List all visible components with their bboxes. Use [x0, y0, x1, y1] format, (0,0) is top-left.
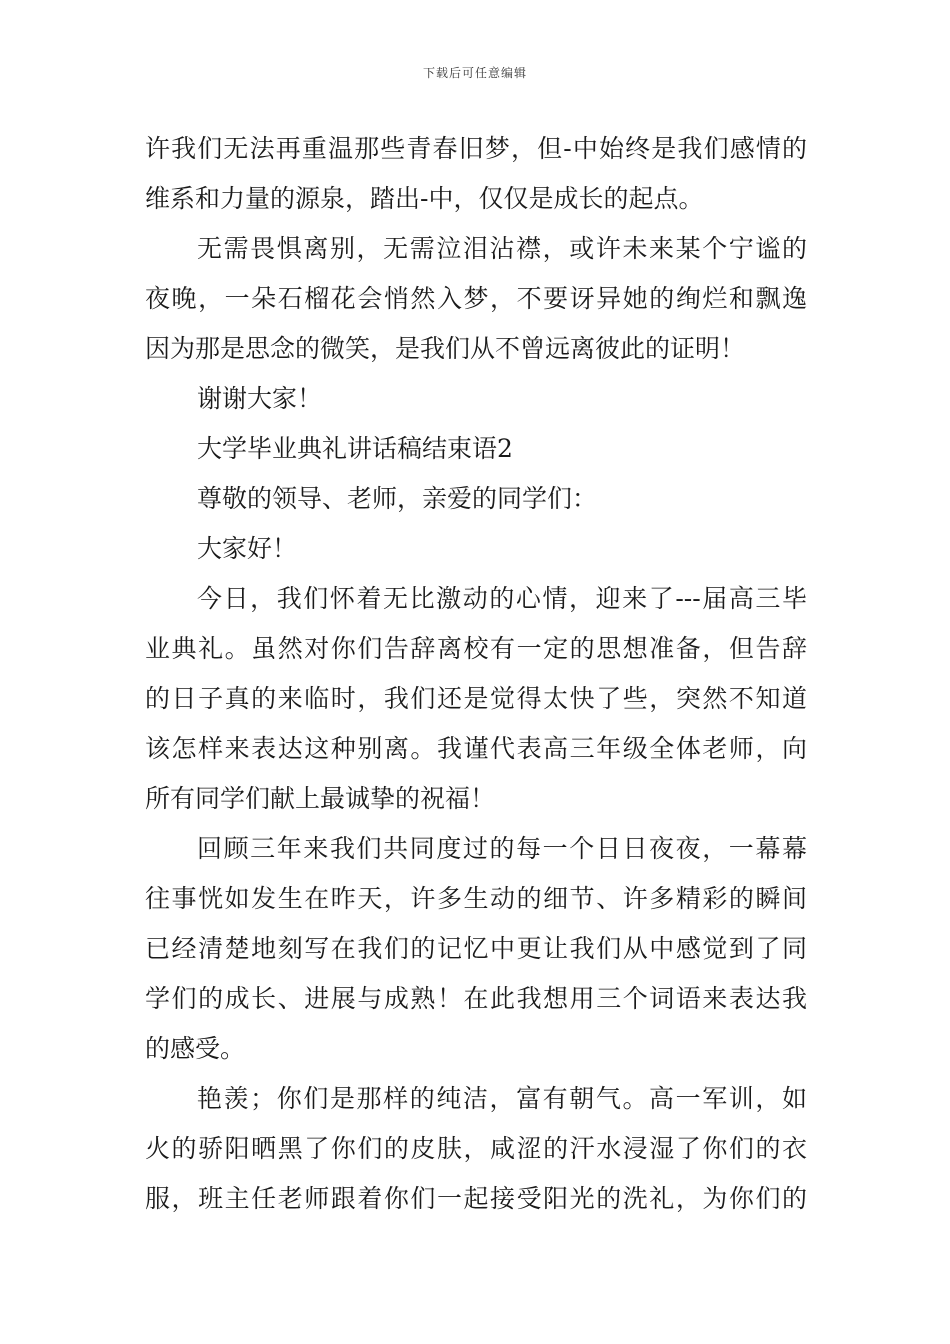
text-line: 维系和力量的源泉，踏出-中，仅仅是成长的起点。	[145, 184, 704, 213]
text-line: 火的骄阳晒黑了你们的皮肤，咸涩的汗水浸湿了你们的衣	[145, 1134, 807, 1163]
text-line: 业典礼。虽然对你们告辞离校有一定的思想准备，但告辞	[145, 634, 807, 663]
text-line: 艳羡；你们是那样的纯洁，富有朝气。高一军训，如	[197, 1084, 807, 1113]
text-line: 因为那是思念的微笑，是我们从不曾远离彼此的证明！	[145, 334, 746, 363]
text-line: 无需畏惧离别，无需泣泪沾襟，或许未来某个宁谧的	[197, 234, 807, 263]
page-header-note: 下载后可任意编辑	[422, 66, 527, 80]
text-line: 该怎样来表达这种别离。我谨代表高三年级全体老师，向	[145, 734, 807, 763]
text-line: 回顾三年来我们共同度过的每一个日日夜夜，一幕幕	[197, 834, 807, 863]
text-line: 的感受。	[145, 1034, 246, 1063]
text-line: 往事恍如发生在昨天，许多生动的细节、许多精彩的瞬间	[145, 884, 807, 913]
text-line: 大学毕业典礼讲话稿结束语2	[197, 434, 513, 463]
text-line: 夜晚，一朵石榴花会悄然入梦，不要讶异她的绚烂和飘逸	[145, 284, 807, 313]
text-line: 尊敬的领导、老师，亲爱的同学们：	[197, 484, 598, 513]
text-line: 已经清楚地刻写在我们的记忆中更让我们从中感觉到了同	[145, 934, 807, 963]
text-line: 的日子真的来临时，我们还是觉得太快了些，突然不知道	[145, 684, 807, 713]
text-line: 今日，我们怀着无比激动的心情，迎来了---届高三毕	[197, 584, 807, 613]
document-body	[145, 124, 807, 1224]
text-line: 许我们无法再重温那些青春旧梦，但-中始终是我们感情的	[145, 134, 807, 163]
text-line: 谢谢大家！	[197, 384, 323, 413]
text-line: 学们的成长、进展与成熟！在此我想用三个词语来表达我	[145, 984, 807, 1013]
text-line: 服，班主任老师跟着你们一起接受阳光的洗礼，为你们的	[145, 1184, 807, 1213]
text-line: 大家好！	[197, 534, 298, 563]
text-line: 所有同学们献上最诚挚的祝福！	[145, 784, 496, 813]
